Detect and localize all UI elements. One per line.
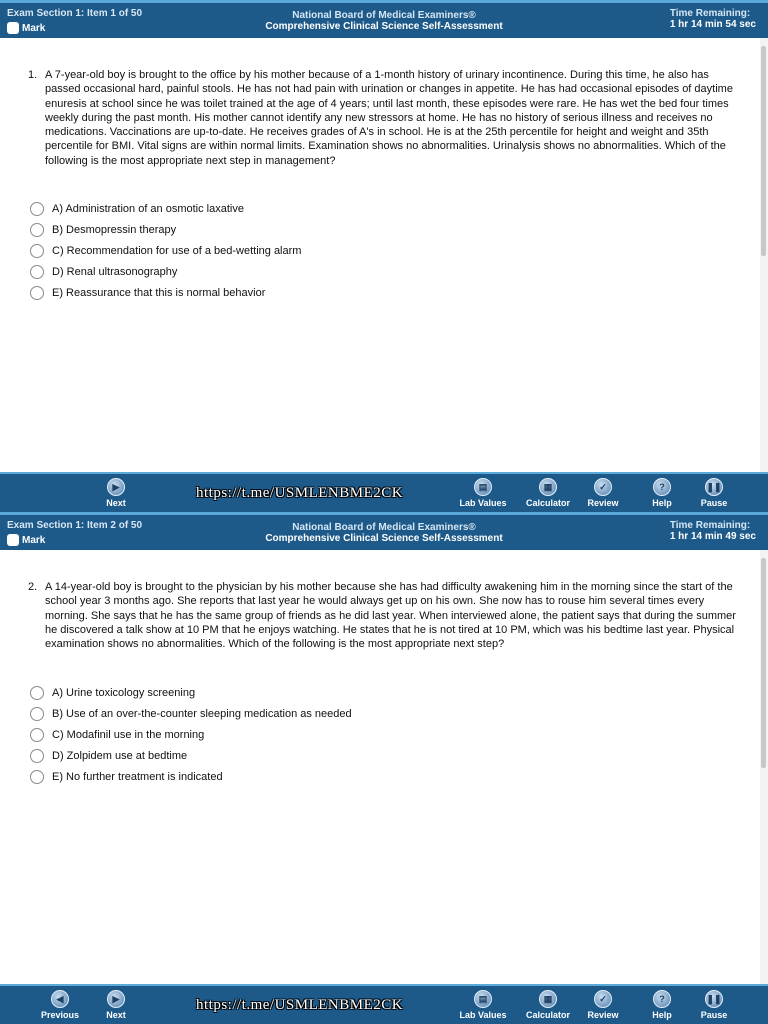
radio-icon[interactable]	[30, 728, 44, 742]
item-info: Exam Section 1: Item 2 of 50	[7, 520, 143, 531]
pause-label: Pause	[700, 498, 728, 508]
radio-icon[interactable]	[30, 707, 44, 721]
scrollbar-thumb[interactable]	[761, 558, 766, 768]
option-label: E) No further treatment is indicated	[52, 770, 223, 783]
question-area	[0, 38, 760, 472]
option-label: B) Desmopressin therapy	[52, 223, 177, 236]
radio-icon[interactable]	[30, 686, 44, 700]
item-info: Exam Section 1: Item 1 of 50	[7, 8, 143, 19]
watermark-text: https://t.me/USMLENBME2CK	[196, 485, 404, 501]
answer-option-c[interactable]	[30, 240, 301, 261]
previous-label: Previous	[40, 1010, 80, 1020]
exam-header	[0, 0, 768, 38]
radio-icon[interactable]	[30, 202, 44, 216]
next-arrow-icon: ▶	[107, 990, 125, 1008]
next-button[interactable]	[89, 990, 143, 1020]
next-arrow-icon: ▶	[107, 478, 125, 496]
radio-icon[interactable]	[30, 286, 44, 300]
answer-option-a[interactable]	[30, 682, 352, 703]
radio-icon[interactable]	[30, 749, 44, 763]
pause-icon: ❚❚	[705, 990, 723, 1008]
answer-options	[30, 682, 352, 787]
answer-option-e[interactable]	[30, 282, 301, 303]
option-label: D) Renal ultrasonography	[52, 265, 178, 278]
calculator-button[interactable]	[521, 990, 575, 1020]
question-text: A 7-year-old boy is brought to the office by his mother because of a 1-month history of urinary incontinence. During this time, he also has passed occasional hard, painful stools. He has not had pain with urination or changes in appetite. He has had occasional episodes of daytime enuresis at school since he was toilet trained at the age of 4 years; until last month, these episodes were rare. He has wet the bed four times weekly during the past month. His mother cannot identify any new stressors at home. He has no history of serious illness and receives no medications. Vaccinations are up-to-date. He receives grades of A's in school. He is at the 25th percentile for height and weight and 35th percentile for BMI. Vital signs are within normal limits. Examination shows no abnormalities. Urinalysis shows no abnormalities. Which of the following is the most appropriate next step in management?	[45, 69, 733, 167]
exam-screen-item-2	[0, 512, 768, 1024]
pause-button[interactable]	[687, 478, 741, 508]
pause-label: Pause	[700, 1010, 728, 1020]
checkmark-icon: ✓	[594, 478, 612, 496]
calculator-button[interactable]	[521, 478, 575, 508]
answer-option-b[interactable]	[30, 219, 301, 240]
time-remaining-label: Time Remaining:	[669, 520, 751, 531]
answer-option-e[interactable]	[30, 766, 352, 787]
answer-option-d[interactable]	[30, 745, 352, 766]
option-label: A) Administration of an osmotic laxative	[52, 202, 244, 215]
lab-values-label: Lab Values	[459, 1010, 507, 1020]
exam-header	[0, 512, 768, 550]
radio-icon[interactable]	[30, 770, 44, 784]
calculator-label: Calculator	[525, 498, 570, 508]
mark-label: Mark	[22, 534, 46, 546]
review-label: Review	[587, 1010, 619, 1020]
option-label: D) Zolpidem use at bedtime	[52, 749, 188, 762]
previous-button[interactable]	[33, 990, 87, 1020]
radio-icon[interactable]	[30, 223, 44, 237]
review-button[interactable]	[576, 478, 630, 508]
calculator-icon: ▦	[539, 478, 557, 496]
help-label: Help	[652, 1010, 672, 1020]
help-icon: ?	[653, 478, 671, 496]
radio-icon[interactable]	[30, 265, 44, 279]
exam-title-line1: National Board of Medical Examiners®	[292, 10, 476, 21]
previous-arrow-icon: ◀	[51, 990, 69, 1008]
option-label: C) Recommendation for use of a bed-wetting alarm	[52, 244, 302, 257]
question-number: 1.	[28, 69, 38, 81]
exam-footer-toolbar	[0, 472, 768, 512]
lab-values-icon: ▤	[474, 990, 492, 1008]
review-button[interactable]	[576, 990, 630, 1020]
option-label: A) Urine toxicology screening	[52, 686, 196, 699]
calculator-icon: ▦	[539, 990, 557, 1008]
help-label: Help	[652, 498, 672, 508]
question-area	[0, 550, 760, 984]
watermark-text: https://t.me/USMLENBME2CK	[196, 997, 404, 1013]
pause-button[interactable]	[687, 990, 741, 1020]
exam-title	[0, 522, 768, 544]
help-icon: ?	[653, 990, 671, 1008]
lab-values-icon: ▤	[474, 478, 492, 496]
help-button[interactable]	[635, 478, 689, 508]
answer-option-c[interactable]	[30, 724, 352, 745]
help-button[interactable]	[635, 990, 689, 1020]
next-label: Next	[106, 1010, 126, 1020]
review-label: Review	[587, 498, 619, 508]
time-remaining-value: 1 hr 14 min 54 sec	[669, 19, 756, 30]
option-label: E) Reassurance that this is normal behavior	[52, 286, 266, 299]
time-remaining-value: 1 hr 14 min 49 sec	[669, 531, 756, 542]
calculator-label: Calculator	[525, 1010, 570, 1020]
vertical-scrollbar[interactable]	[760, 550, 768, 984]
lab-values-label: Lab Values	[459, 498, 507, 508]
option-label: C) Modafinil use in the morning	[52, 728, 205, 741]
answer-option-d[interactable]	[30, 261, 301, 282]
lab-values-button[interactable]	[456, 478, 510, 508]
scrollbar-thumb[interactable]	[761, 46, 766, 256]
mark-label: Mark	[22, 22, 46, 34]
answer-option-a[interactable]	[30, 198, 301, 219]
time-remaining-label: Time Remaining:	[669, 8, 751, 19]
question-stem	[28, 68, 744, 168]
exam-title-line2: Comprehensive Clinical Science Self-Assessment	[265, 21, 503, 32]
option-label: B) Use of an over-the-counter sleeping medication as needed	[52, 707, 352, 720]
exam-title	[0, 10, 768, 32]
next-button[interactable]	[89, 478, 143, 508]
time-remaining	[670, 8, 756, 30]
exam-title-line2: Comprehensive Clinical Science Self-Assessment	[265, 533, 503, 544]
answer-options	[30, 198, 301, 303]
answer-option-b[interactable]	[30, 703, 352, 724]
exam-title-line1: National Board of Medical Examiners®	[292, 522, 476, 533]
next-label: Next	[106, 498, 126, 508]
exam-footer-toolbar	[0, 984, 768, 1024]
radio-icon[interactable]	[30, 244, 44, 258]
pause-icon: ❚❚	[705, 478, 723, 496]
question-text: A 14-year-old boy is brought to the physician by his mother because she has had difficulty awakening him in the morning since the start of the school year 3 months ago. She reports that last year he would always get up on his own. She now has to rouse him several times every morning. She says that he has the same group of friends as he did last year. When interviewed alone, the patient says that during the summer he discovered a talk show at 10 PM that he enjoys watching. He states that he is not tired at 10 PM, which was his bedtime last year. Physical examination shows no abnormalities. Which of the following is the most appropriate next step?	[45, 581, 736, 651]
question-number: 2.	[28, 581, 38, 593]
vertical-scrollbar[interactable]	[760, 38, 768, 472]
lab-values-button[interactable]	[456, 990, 510, 1020]
checkmark-icon: ✓	[594, 990, 612, 1008]
question-stem	[28, 580, 744, 651]
time-remaining	[670, 520, 756, 542]
